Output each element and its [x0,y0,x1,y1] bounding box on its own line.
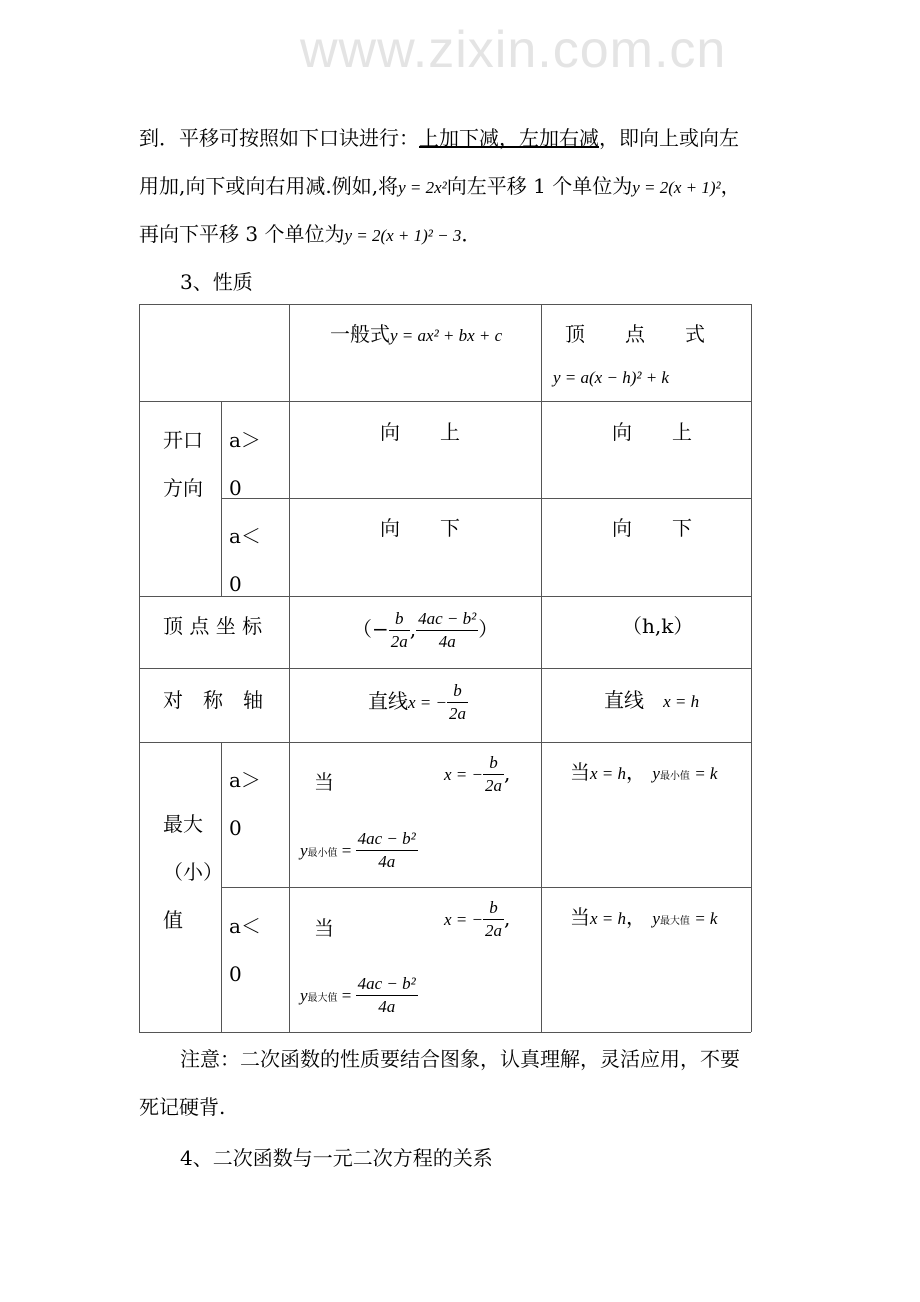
equals: = [337,986,356,1005]
table-rule [139,1032,751,1033]
opening-down-vertex: 向 下 [612,516,692,540]
header-general-form [330,318,502,347]
paragraph-line-1 [139,126,739,150]
opening-up-vertex: 向 上 [612,420,692,444]
text: 当 [570,905,590,929]
numerator: b [447,680,468,703]
opening-direction-label: 开口方向 [163,428,203,500]
note-line-2: 死记硬背. [139,1095,226,1119]
y: y [652,909,660,928]
denominator: 4a [438,632,456,651]
denominator: 2a [485,921,502,940]
opening-down-general: 向 下 [380,516,460,540]
text: ，即向上或向左 [599,126,739,150]
numerator: b [483,897,504,920]
formula: = k [689,764,718,783]
formula: y = 2x² [398,178,447,197]
vertex-max [570,901,717,930]
text: 用加,向下或向右用减.例如,将 [139,174,399,198]
text: ． [461,222,482,246]
watermark: www.zixin.com.cn [300,21,727,79]
axis-of-symmetry-label: 对 称 轴 [163,688,263,712]
subscript: 最小值 [659,771,690,782]
text: ， [720,174,741,198]
formula: x = h [590,909,627,928]
y: y [300,986,308,1005]
section-heading-3: 3、性质 [180,270,253,294]
denominator: 2a [485,776,502,795]
vertex-coordinates-label: 顶 点 坐 标 [163,614,263,638]
fraction [389,608,410,653]
numerator: b [389,608,410,631]
table-rule [289,304,290,1032]
text: 当 [570,760,590,784]
table-rule [139,668,751,669]
text: 向左平移 1 个单位为 [446,174,633,198]
text: ， [626,760,647,784]
a-negative-label: a＜0 [229,524,261,596]
denominator: 2a [449,704,466,723]
a-positive-label: a＞0 [229,428,261,500]
subscript: 最大值 [659,916,690,927]
fraction [483,752,504,797]
formula: x = − [444,910,483,929]
numerator: b [483,752,504,775]
y-min-formula [300,828,418,873]
denominator: 2a [390,632,408,651]
table-rule [139,742,751,743]
table-rule [221,401,222,596]
denominator: 4a [378,997,396,1016]
a-negative-label: a＜0 [229,914,261,986]
axis-general [368,680,468,725]
vertex-general: （− $\frac{b}{2a}$ , $\frac{\text{4ac − b²}}{4a}$ ） [352,609,499,651]
fraction [356,828,418,873]
fraction [483,897,504,942]
paragraph-line-3 [139,222,481,248]
table-rule [221,498,751,499]
note-line-1: 注意：二次函数的性质要结合图象，认真理解，灵活应用，不要 [180,1047,740,1071]
table-rule [221,887,751,888]
formula: x = − [408,693,447,712]
formula: y = 2(x + 1)² [632,178,721,197]
formula: x = − [444,765,483,784]
numerator: 4ac − b² [356,973,418,996]
table-rule [751,304,752,1032]
formula: = k [689,909,718,928]
equals: = [337,841,356,860]
formula: x = h [590,764,627,783]
header-vertex-form: 顶 点 式 [565,322,705,346]
table-rule [139,304,751,305]
y-max-formula [300,973,418,1018]
text: 直线 [604,688,644,712]
fraction [356,973,418,1018]
vertex-min [570,756,717,785]
text: 再向下平移 3 个单位为 [139,222,345,246]
vertex-vertex-form: （h,k） [622,614,694,638]
text: 一般式 [330,322,390,346]
y: y [652,764,660,783]
text: （− [352,617,389,641]
vertex-form-formula: y = a(x − h)² + k [553,368,669,387]
when-label: 当 [314,770,334,794]
table-rule [221,742,222,1032]
formula: y = 2(x + 1)² − 3 [344,226,462,245]
text: 到．平移可按照如下口诀进行： [139,126,419,150]
text: 直线 [368,689,408,713]
subscript: 最小值 [307,848,338,859]
extreme-value-label: 最大（小）值 [163,812,213,932]
text: ） [478,617,499,641]
when-label: 当 [314,916,334,940]
numerator: 4ac − b² [356,828,418,851]
opening-up-general: 向 上 [380,420,460,444]
denominator: 4a [378,852,396,871]
numerator: 4ac − b² [416,608,478,631]
fraction [447,680,468,725]
underlined-mnemonic: 上加下减，左加右减 [419,126,599,150]
table-rule [139,401,751,402]
paragraph-line-2 [139,174,741,200]
table-rule [541,304,542,1032]
axis-vertex [604,684,699,713]
formula: y = ax² + bx + c [390,326,503,345]
fraction [416,608,478,653]
text: ， [626,905,647,929]
formula: x = h [663,692,700,711]
subscript: 最大值 [307,993,338,1004]
y: y [300,841,308,860]
x-condition: x = − $\frac{b}{2a}$ , [444,898,511,940]
table-rule [139,304,140,1032]
section-heading-4: 4、二次函数与一元二次方程的关系 [180,1146,493,1170]
a-positive-label: a＞0 [229,768,261,840]
x-condition: x = − $\frac{b}{2a}$ , [444,753,511,795]
